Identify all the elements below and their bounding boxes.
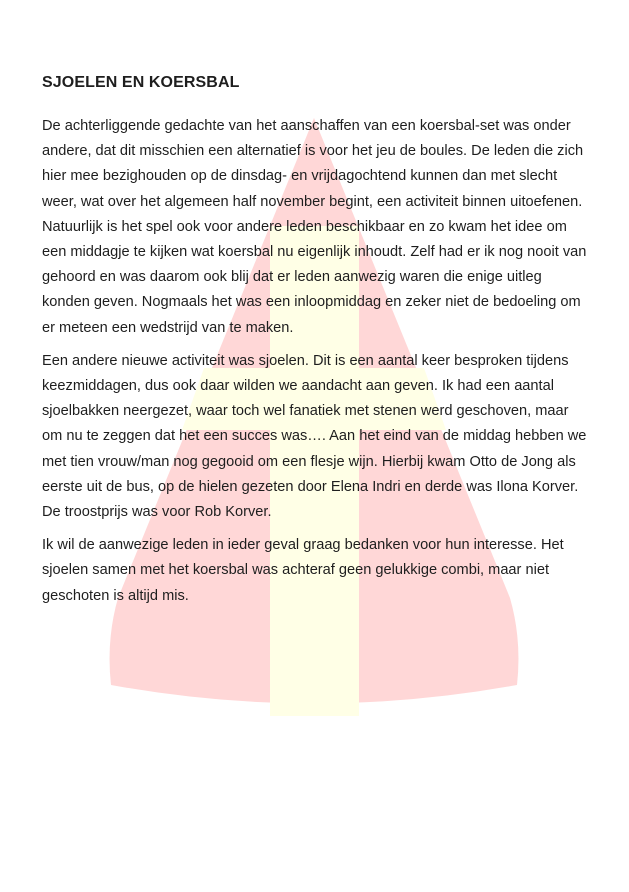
paragraph-thanks: Ik wil de aanwezige leden in ieder geval graag bedanken voor hun interesse. Het sjoelen samen met het koersbal was achteraf geen gelukkige combi, maar niet geschoten is altijd mis. xyxy=(42,537,564,604)
page-title: SJOELEN EN KOERSBAL xyxy=(42,74,240,91)
paragraph-sjoelen: Een andere nieuwe activiteit was sjoelen. Dit is een aantal keer besproken tijdens keezmiddagen, dus ook daar wilden we aandacht aan geven. Ik had een aantal sjoelbakken neergezet, waar toch wel fanatiek met stenen werd geschoven, maar om nu te zeggen dat het een succes was…. Aan het eind van de middag hebben we met tien vrouw/man nog gegooid om een flesje wijn. Hierbij kwam Otto de Jong als eerste uit de bus, op de hielen gezeten door Elena Indri en derde was Ilona Korver. De troostprijs was voor Rob Korver. xyxy=(42,352,587,521)
paragraph-koersbal: De achterliggende gedachte van het aanschaffen van een koersbal-set was onder andere, dat dit misschien een alternatief is voor het jeu de boules. De leden die zich hier mee bezighouden op de dinsdag- en vrijdagochtend kunnen dan met slecht weer, wat over het algemeen half november begint, een activiteit binnen uitoefenen. Natuurlijk is het spel ook voor andere leden beschikbaar en zo kwam het idee om een middagje te kijken wat koersbal nu eigenlijk inhoudt. Zelf had er ik nog nooit van gehoord en was daarom ook blij dat er leden aanwezig waren die enige uitleg konden geven. Nogmaals het was een inloopmiddag en zeker niet de bedoeling om er meteen een wedstrijd van te maken. xyxy=(42,118,587,336)
article xyxy=(42,74,590,617)
